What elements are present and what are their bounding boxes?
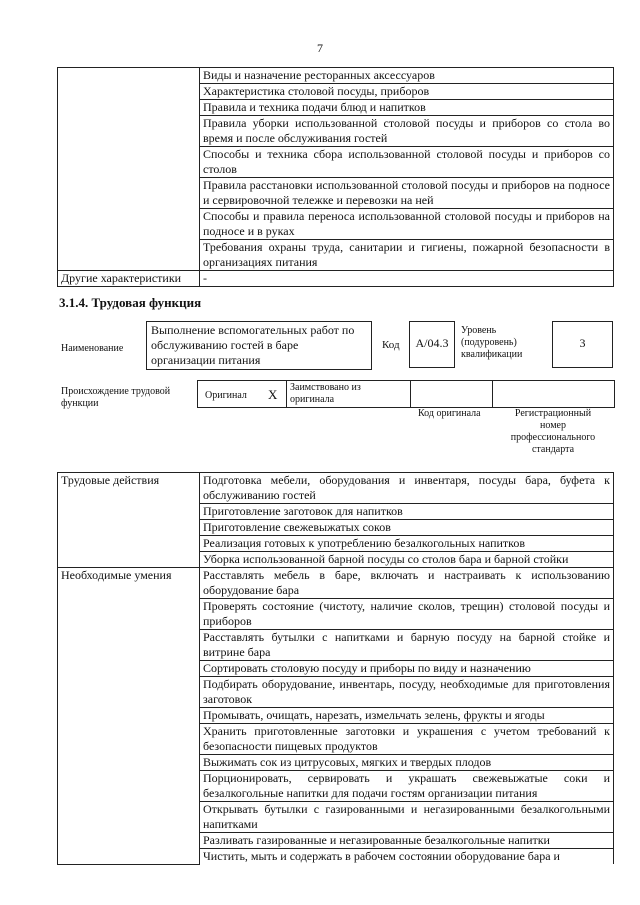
origin-label: Происхождение трудовой функции: [61, 386, 171, 409]
other-characteristics-label: Другие характеристики: [58, 271, 200, 287]
function-name: Выполнение вспомогательных работ по обслуживанию гостей в баре организации питания: [151, 323, 355, 367]
function-table: [57, 472, 614, 865]
skill-item: Расставлять бутылки с напитками и барную посуду на барной стойке и витрине бара: [200, 630, 614, 661]
level-label: Уровень (подуровень) квалификации: [461, 325, 523, 360]
action-item: Приготовление свежевыжатых соков: [200, 520, 614, 536]
code-original-label: Код оригинала: [418, 408, 481, 419]
borrowed-label: Заимствовано из оригинала: [290, 382, 361, 405]
skill-item: Разливать газированные и негазированные безалкогольные напитки: [200, 833, 614, 849]
knowledge-item: Правила и техника подачи блюд и напитков: [200, 100, 614, 116]
reg-number-label: Регистрационный номер профессионального стандарта: [510, 408, 596, 455]
skill-item: Подбирать оборудование, инвентарь, посуду, необходимые для приготовления заготовок: [200, 677, 614, 708]
knowledge-item: Характеристика столовой посуды, приборов: [200, 84, 614, 100]
action-item: Уборка использованной барной посуды со столов бара и барной стойки: [200, 552, 614, 568]
skill-item: Открывать бутылки с газированными и негазированными безалкогольными напитками: [200, 802, 614, 833]
code-value: А/04.3: [415, 336, 449, 350]
action-item: Приготовление заготовок для напитков: [200, 504, 614, 520]
original-label: Оригинал: [205, 390, 247, 401]
page-number: 7: [317, 41, 323, 55]
knowledge-item: Способы и техника сбора использованной столовой посуды и приборов со столов: [200, 147, 614, 178]
knowledge-table: [57, 67, 614, 287]
skill-item: Промывать, очищать, нарезать, измельчать зелень, фрукты и ягоды: [200, 708, 614, 724]
skill-item: Выжимать сок из цитрусовых, мягких и твердых плодов: [200, 755, 614, 771]
other-characteristics-value: -: [200, 271, 614, 287]
skill-item: Чистить, мыть и содержать в рабочем состоянии оборудование бара и: [200, 849, 614, 865]
knowledge-label-cell: [58, 68, 200, 271]
skill-item: Хранить приготовленные заготовки и украшения с учетом требований к безопасности пищевых продуктов: [200, 724, 614, 755]
section-title: 3.1.4. Трудовая функция: [59, 295, 202, 310]
skill-item: Проверять состояние (чистоту, наличие сколов, трещин) столовой посуды и приборов: [200, 599, 614, 630]
skill-item: Порционировать, сервировать и украшать свежевыжатые соки и безалкогольные напитки для подачи гостям организации питания: [200, 771, 614, 802]
knowledge-item: Правила расстановки использованной столовой посуды и приборов на подносе и сервировочной тележке и перевозки на ней: [200, 178, 614, 209]
original-mark: X: [268, 387, 278, 402]
knowledge-item: Правила уборки использованной столовой посуды и приборов со стола во время и после обслуживания гостей: [200, 116, 614, 147]
knowledge-item: Требования охраны труда, санитарии и гигиены, пожарной безопасности в организациях питания: [200, 240, 614, 271]
knowledge-item: Способы и правила переноса использованной столовой посуды и приборов на подносе и в руках: [200, 209, 614, 240]
action-item: Реализация готовых к употреблению безалкогольных напитков: [200, 536, 614, 552]
name-label: Наименование: [61, 343, 124, 354]
actions-label: Трудовые действия: [58, 473, 200, 568]
skill-item: Расставлять мебель в баре, включать и настраивать к использованию оборудование бара: [200, 568, 614, 599]
skills-label: Необходимые умения: [58, 568, 200, 865]
code-label: Код: [382, 339, 400, 351]
action-item: Подготовка мебели, оборудования и инвентаря, посуды бара, буфета к обслуживанию гостей: [200, 473, 614, 504]
knowledge-item: Виды и назначение ресторанных аксессуаров: [200, 68, 614, 84]
origin-box: [197, 380, 615, 408]
skill-item: Сортировать столовую посуду и приборы по виду и назначению: [200, 661, 614, 677]
level-value: 3: [579, 336, 586, 350]
